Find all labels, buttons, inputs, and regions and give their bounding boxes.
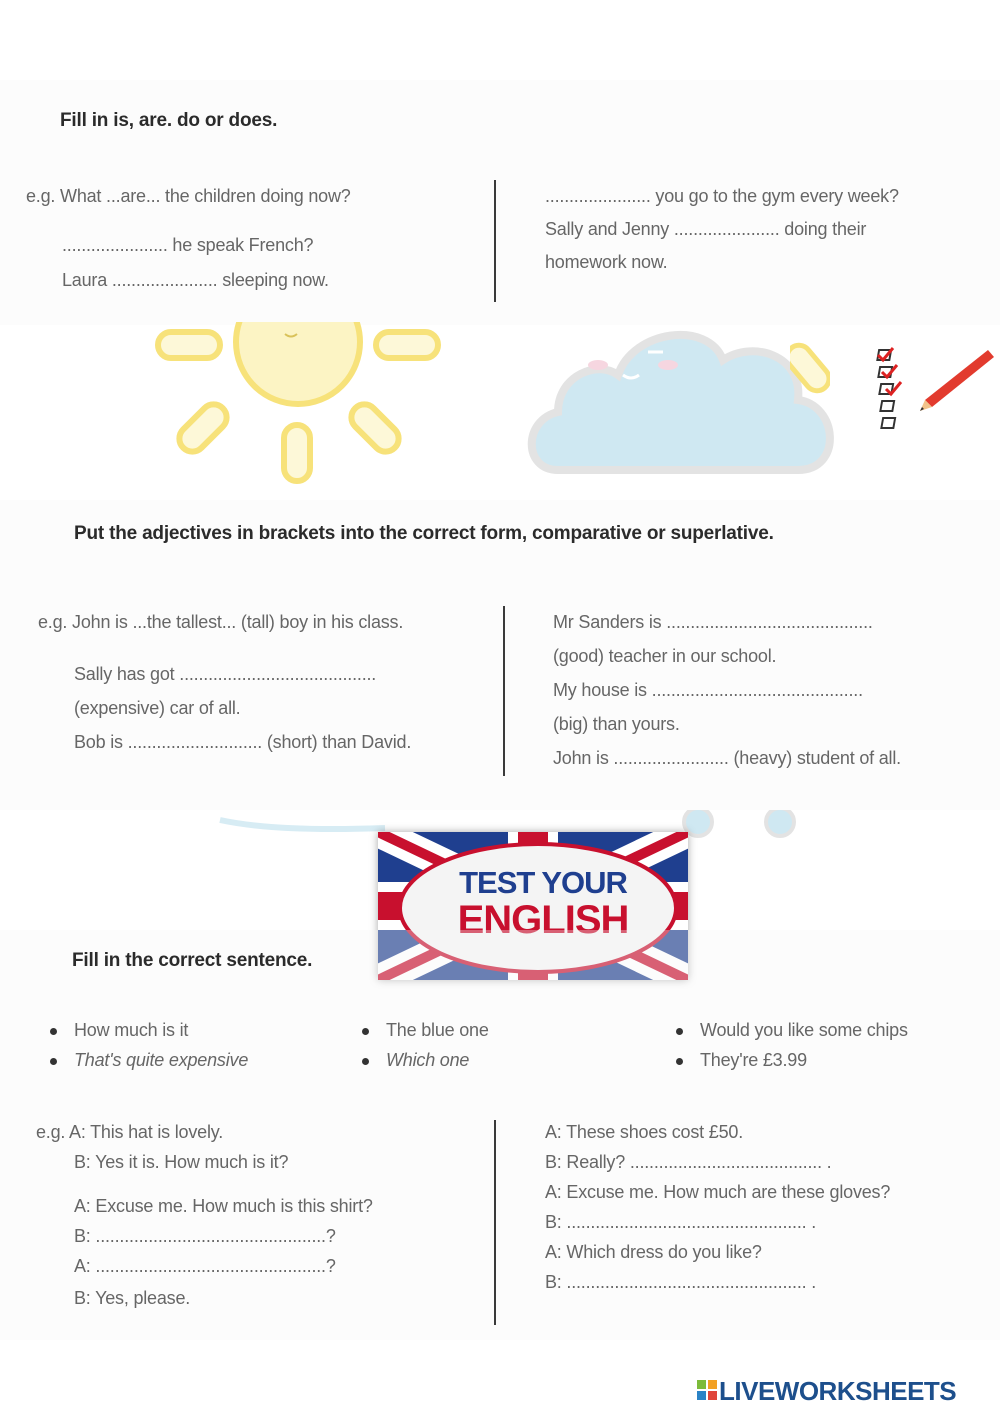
section1-right-line-1: ...................... you go to the gym every week? (545, 186, 899, 206)
section2-heading: Put the adjectives in brackets into the correct form, comparative or superlative. (74, 523, 774, 544)
section3-right-line-2: B: Really? ........................................ . (545, 1152, 832, 1172)
section2-right-line-2: (good) teacher in our school. (553, 646, 777, 666)
section1-left-line-2: Laura ...................... sleeping now. (62, 270, 329, 290)
section3-left-line-1: e.g. A: This hat is lovely. (36, 1122, 224, 1142)
checklist-pencil-icon (870, 345, 995, 440)
section3-right-line-3: A: Excuse me. How much are these gloves? (545, 1182, 891, 1202)
sun-ray-icon (790, 340, 830, 400)
section2-example: e.g. John is ...the tallest... (tall) boy in his class. (38, 612, 404, 632)
section3-divider (494, 1120, 496, 1325)
section3-left-line-2: B: Yes it is. How much is it? (74, 1152, 289, 1172)
bullet-icon (50, 1028, 57, 1035)
bullet-icon (676, 1028, 683, 1035)
section3-right-line-6: B: .................................................. . (545, 1272, 817, 1292)
section2-right-line-3: My house is ............................................ (553, 680, 863, 700)
section2-left-line-2: (expensive) car of all. (74, 698, 241, 718)
section2-left-line-1: Sally has got ......................................... (74, 664, 377, 684)
section2-right-line-4: (big) than yours. (553, 714, 680, 734)
bullet-icon (50, 1058, 57, 1065)
section3-left-line-5: A: ................................................? (74, 1256, 336, 1276)
section3-left-line-6: B: Yes, please. (74, 1288, 191, 1308)
section3-right-line-1: A: These shoes cost £50. (545, 1122, 743, 1142)
section1-right-line-2: Sally and Jenny ...................... doing their (545, 219, 867, 239)
section1-example: e.g. What ...are... the children doing now? (26, 186, 351, 206)
option-thats-quite-expensive: That's quite expensive (74, 1050, 249, 1070)
section1-divider (494, 180, 496, 302)
option-which-one: Which one (386, 1050, 470, 1070)
section1-right-line-3: homework now. (545, 252, 668, 272)
option-would-you-like-some-chips: Would you like some chips (700, 1020, 908, 1040)
bullet-icon (676, 1058, 683, 1065)
bullet-icon (362, 1058, 369, 1065)
section2-right-line-5: John is ........................ (heavy) student of all. (553, 748, 901, 768)
section2-right-line-1: Mr Sanders is ........................................... (553, 612, 873, 632)
section3-left-line-4: B: ................................................? (74, 1226, 336, 1246)
option-theyre-price: They're £3.99 (700, 1050, 807, 1070)
footer-brand[interactable]: LIVEWORKSHEETS (719, 1376, 957, 1406)
option-how-much-is-it: How much is it (74, 1020, 189, 1040)
section3-heading: Fill in the correct sentence. (72, 950, 313, 971)
section3-right-line-4: B: .................................................. . (545, 1212, 817, 1232)
bullet-icon (362, 1028, 369, 1035)
option-the-blue-one: The blue one (386, 1020, 489, 1040)
section1-left-line-1: ...................... he speak French? (62, 235, 314, 255)
banner-line-1: TEST YOUR (459, 865, 627, 900)
section3-left-line-3: A: Excuse me. How much is this shirt? (74, 1196, 373, 1216)
banner-line-2: ENGLISH (457, 898, 629, 942)
sun-icon (150, 322, 450, 487)
section1-heading: Fill in is, are. do or does. (60, 110, 278, 131)
section3-right-line-5: A: Which dress do you like? (545, 1242, 762, 1262)
liveworksheets-logo-icon (697, 1380, 717, 1400)
section2-left-line-3: Bob is ............................ (short) than David. (74, 732, 412, 752)
section2-divider (503, 606, 505, 776)
